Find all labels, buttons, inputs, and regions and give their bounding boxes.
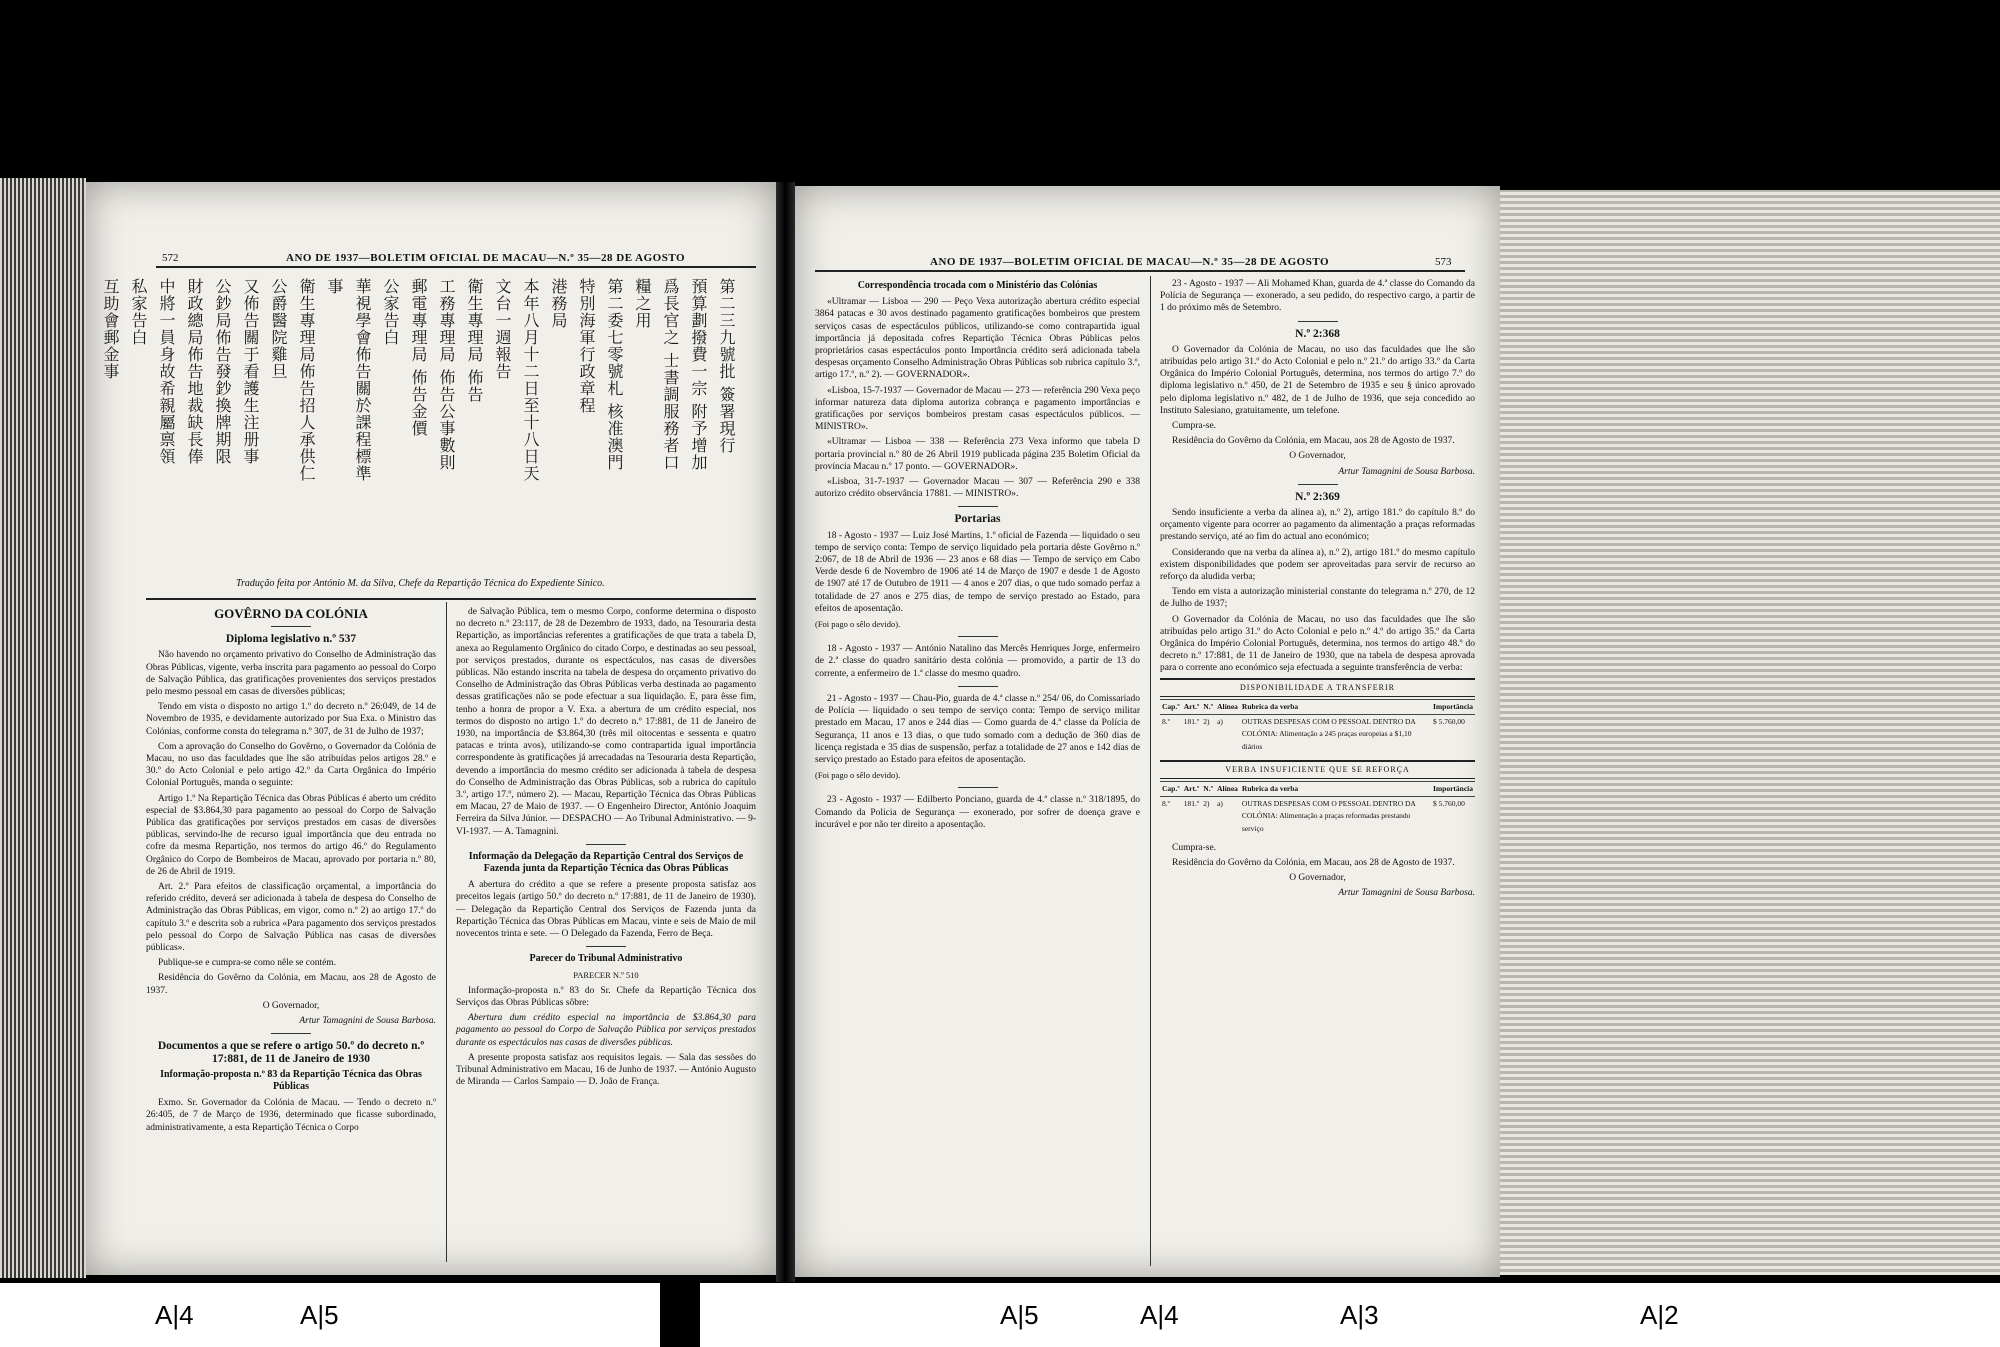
parecer-number: PARECER N.º 510 [573,970,639,981]
right-running-head: ANO DE 1937—BOLETIM OFICIAL DE MACAU—N.º 35—28 DE AGOSTO [930,256,1330,268]
left-column-2 [456,606,756,1091]
table-cell: 8.º [1160,715,1182,754]
frame-marker: A|2 [1640,1300,1679,1330]
reinforce-table [1160,781,1475,836]
short-rule [271,1033,311,1034]
portaria-stamp-note-1: (Foi pago o sêlo devido). [815,619,901,630]
table-header: Alínea [1215,781,1240,796]
signature-name: Artur Tamagnini de Sousa Barbosa. [299,1016,436,1027]
chinese-column: 公家告白 [381,278,400,346]
portarias-title: Portarias [954,513,1001,526]
table-header: Art.º [1182,781,1202,796]
chinese-column: 文台一週報告 [493,278,512,380]
right-page [795,186,1500,1277]
short-rule [958,787,998,788]
frame-marker: A|4 [155,1300,194,1330]
book-gutter [776,182,795,1282]
table-cell: 2) [1201,715,1215,754]
table-cell: $ 5.760,00 [1431,715,1475,754]
chinese-column: 港務局 [549,278,568,329]
table-header: Importância [1431,699,1475,714]
table-header: Cap.º [1160,699,1182,714]
table-cell: 181.º [1182,797,1202,836]
left-column-1 [146,606,436,1137]
diploma-para-4: Artigo 1.º Na Repartição Técnica das Obras Públicas é aberto um crédito especial de $3.864,30 para pagamento ao pessoal do Corpo de Salvação Pública das gratificações por serviços prestados em casas de diversões públicas, servindo-lhe de recurso igual importância que deu entrada no cofre da mesma Repartição, nos termos do artigo 46.º do Regulamento Orgânico do Corpo de Bombeiros de Macau, aprovado por portaria n.º 80, de 26 de Abril de 1919. [146,793,436,877]
short-rule [958,686,998,687]
section-title-governo: GOVÊRNO DA COLÓNIA [214,606,368,621]
transfer-table-title: DISPONIBILIDADE A TRANSFERIR [1160,678,1475,697]
table-cell: OUTRAS DESPESAS COM O PESSOAL DENTRO DA COLÓNIA: Alimentação a praças reformadas prestando serviço [1240,797,1431,836]
table-cell: 2) [1201,797,1215,836]
frame-marker: A|3 [1340,1300,1379,1330]
portaria-2369-signature-title: O Governador, [1289,873,1346,884]
chinese-column: 第二委七零號札 核准澳門 [605,278,624,472]
table-header: Art.º [1182,699,1202,714]
chinese-column: 又佈告關于看護生注册事 [241,278,260,465]
table-header: Importância [1431,781,1475,796]
chinese-column: 郵電專理局 佈告金價 [409,278,428,438]
diploma-title: Diploma legislativo n.º 537 [225,633,357,646]
table-header: Rubrica da verba [1240,699,1431,714]
portaria-2369-para-4: O Governador da Colónia de Macau, no uso das faculdades que lhe são atribuídas pelo artigo 31.º do Acto Colonial e pelo n.º 4.º do artigo 35.º da Carta Orgânica do Império Colonial Português, determina, nos termos do artigo 48.º do decreto n.º 17:881, de 11 de Janeiro de 1930, que na tabela de despesa aprovada para o corrente ano económico seja efectuada a seguinte transferência de verba: [1160,614,1475,674]
diploma-para-3: Com a aprovação do Conselho do Govêrno, o Governador da Colónia de Macau, no uso das faculdades que lhe são atribuídas pelos artigos 28.º e 30.º do Acto Colonial e pelo artigo 42.º da Carta Orgânica do Império Colonial Português, manda o seguinte: [146,741,436,789]
portaria-2368-para-1: O Governador da Colónia de Macau, no uso das faculdades que lhe são atribuídas pelo artigo 31.º do Acto Colonial e pelo n.º 21.º do artigo 33.º da Carta Orgânica do Império Colonial Português, determina, nos termos do artigo 7.º do diploma legislativo n.º 450, de 21 de Setembro de 1935 e seu § único aprovado pelo diploma legislativo n.º 482, de 1 de Julho de 1936, que seja concedido ao Instituto Salesiano, gratuitamente, um telefone. [1160,344,1475,416]
correspondence-para-1: «Ultramar — Lisboa — 290 — Peço Vexa autorização abertura crédito especial 3864 patacas e 30 avos destinado pagamento gratificações bombeiros que prestem serviços casas de espectáculos públicos, utilizando-se como contrapartida igual importância já depositada cofres Repartição Técnica Obras Públicas pelos proprietários casas espectáculos ponto Importância crédito será adicionada tabela despesas orçamento Conselho Administração Obras Públicas sob rubrica capítulo 3.º, artigo 17.º, n.º 2). — GOVERNADOR». [815,297,1140,381]
chinese-column: 中將一員身故希親屬禀領 [157,278,176,465]
short-rule [958,506,998,507]
short-rule [958,636,998,637]
portaria-para-1: 18 - Agosto - 1937 — Luiz José Martins, 1.º oficial de Fazenda — liquidado o seu tempo de serviço conta: Tempo de serviço liquidado pela portaria dêste Govêrno n.º 2:067, de 18 de Abril de 1936 — 23 anos e 68 dias — Tempo de serviço em Cabo Verde desde 6 de Novembro de 1906 até 14 de Março de 1907 e desde 1 de Agosto de 1907 até 17 de Outubro de 1911 — 4 anos e 207 dias, o que tudo somado perfaz a totalidade de 27 anos e 275 dias, de tempo de serviço prestado ao Estado, para efeitos de aposentação. [815,530,1140,614]
table-cell: 181.º [1182,715,1202,754]
delegation-title: Informação da Delegação da Repartição Central dos Serviços de Fazenda junta da Repartição Técnica das Obras Públicas [468,850,744,875]
portaria-2368-para-3: Residência do Govêrno da Colónia, em Macau, aos 28 de Agosto de 1937. [1172,436,1455,447]
parecer-para-1: Informação-proposta n.º 83 do Sr. Chefe da Repartição Técnica dos Serviços das Obras Públicas sôbre: [456,985,756,1008]
continuation-para: de Salvação Pública, tem o mesmo Corpo, conforme determina o disposto no decreto n.º 23:117, de 28 de Dezembro de 1933, dado, na Tesouraria desta Repartição, as importâncias referentes a gratificações de que trata a tabela D, anexa ao Regulamento Orgânico do citado Corpo, e destinadas ao seu pessoal, por serviços prestados, durante os espectáculos, nas casas de diversões públicas. Não estando inscrita na tabela de despesa do orçamento privativo do Conselho de Administração das Obras Públicas verba destinada ao pagamento dessas gratificações não se pode efectuar a sua liquidação. E, para êsse fim, tenho a honra de propor a V. Exa. a abertura de um crédito especial, nos termos do disposto no artigo 1.º do decreto n.º 17:881, de 11 de Janeiro de 1930, na importância de $3.864,30 (três mil oitocentas e sessenta e quatro patacas e trinta avos), utilizando-se como contrapartida igual importância correspondente às gratificações já arrecadadas na Tesouraria desta Repartição, devendo a importância do mesmo crédito ser adicionada à tabela de despesa do Conselho de Administração das Obras Públicas, sob a rubrica do capítulo 3.º, artigo 17.º, número 2). — Macau, Repartição Técnica das Obras Públicas em Macau, 27 de Maio de 1937. — O Engenheiro Director, António Joaquim Ferreira da Silva Júnior. — DESPACHO — Ao Tribunal Administrativo. — 9-VI-1937. — A. Tamagnini. [456,607,756,837]
parecer-para-2: Abertura dum crédito especial na importância de $3.864,30 para pagamento ao pessoal do Corpo de Salvação Pública por serviços prestados durante os espectáculos nas casas de diversões públicas. [456,1013,756,1048]
short-rule [586,844,626,845]
right-head-rule [815,270,1465,272]
table-row [1160,797,1475,836]
diploma-para-5: Art. 2.º Para efeitos de classificação orçamental, a importância do referido crédito, deverá ser adicionada à tabela de despesa do Conselho de Administração das Obras Públicas, em vigor, como n.º 2) ao artigo 17.º do capítulo 3.º e descrita sob a rubrica «Para pagamento dos serviços prestados pelo pessoal do Corpo de Salvação Pública nas casas de diversões públicas». [146,882,436,954]
frame-marker: A|5 [1000,1300,1039,1330]
chinese-column: 事 [325,278,344,295]
portaria-2368-title: N.º 2:368 [1295,327,1340,340]
portaria-2369-para-1: Sendo insuficiente a verba da alínea a), n.º 2), artigo 181.º do capítulo 8.º do orçamento vigente para ocorrer ao pagamento da alimentação a praças reformadas prestando serviço, até ao fim do actual ano económico; [1160,508,1475,543]
left-head-rule [156,266,756,268]
chinese-column: 私家告白 [129,278,148,346]
chinese-column: 衛生專理局 佈告 [465,278,484,404]
parecer-para-3: A presente proposta satisfaz aos requisitos legais. — Sala das sessões do Tribunal Administrativo em Macau, 16 de Junho de 1937. — António Augusto de Miranda — Carlos Sampaio — D. João de França. [456,1052,756,1088]
table-header: Rubrica da verba [1240,781,1431,796]
correspondence-para-4: «Lisboa, 31-7-1937 — Governador Macau — 307 — Referência 290 e 338 autorizo crédito observância 17881. — MINISTRO». [815,477,1140,500]
chinese-column: 公鈔局佈告發鈔換牌期限 [213,278,232,465]
left-page [86,182,776,1275]
chinese-column: 特別海軍行政章程 [577,278,596,414]
chinese-column: 工務專理局 佈告公事數則 [437,278,456,472]
left-page-number: 572 [162,252,179,264]
parecer-title: Parecer do Tribunal Administrativo [529,953,683,965]
portaria-2369-para-3: Tendo em vista a autorização ministerial constante do telegrama n.º 270, de 12 de Julho de 1937; [1160,587,1475,610]
right-page-number: 573 [1435,256,1452,268]
portaria-2369-para-2: Considerando que na verba da alínea a), n.º 2), artigo 181.º do mesmo capítulo existem disponibilidades que podem ser aproveitadas para servir de recurso ao reforço da aludida verba; [1160,547,1475,583]
closing-para-2: Residência do Govêrno da Colónia, em Macau, aos 28 de Agosto de 1937. [1172,857,1455,868]
table-cell: a) [1215,797,1240,836]
fold-shadow [640,1283,720,1347]
table-header: N.º [1201,781,1215,796]
chinese-column: 第二三九號批 簽署現行 [717,278,736,455]
left-section-rule [146,598,756,600]
short-rule [271,626,311,627]
chinese-column: 糧之用 [633,278,652,329]
left-running-head: ANO DE 1937—BOLETIM OFICIAL DE MACAU—N.º 35—28 DE AGOSTO [286,252,686,264]
signature-title: O Governador, [262,1000,320,1011]
info-proposal-title: Informação-proposta n.º 83 da Repartição Técnica das Obras Públicas [160,1068,422,1092]
table-cell: 8.º [1160,797,1182,836]
frame-marker: A|5 [300,1300,339,1330]
diploma-para-7: Residência do Govêrno da Colónia, em Macau, aos 28 de Agosto de 1937. [146,973,436,996]
chinese-column: 公爵醫院雞旦 [269,278,288,380]
transfer-table [1160,699,1475,754]
correspondence-para-2: «Lisboa, 15-7-1937 — Governador de Macau — 273 — referência 290 Vexa peço informar natureza data diploma autoriza cobrança e pagamento importâncias e gratificações por serviços bombeiros prestam casas espectáculos públicos. — MINISTRO». [815,385,1140,433]
table-header: Alínea [1215,699,1240,714]
right-column-divider [1150,276,1151,1266]
portaria-2368-para-2: Cumpra-se. [1172,421,1217,432]
table-header: Cap.º [1160,781,1182,796]
chinese-column: 財政總局佈告地裁缺長俸 [185,278,204,465]
portaria-2368-signature-title: O Governador, [1289,451,1346,462]
right-page-stack-edge [1500,190,2000,1275]
right-column-2 [1160,278,1475,903]
portaria-2369-title: N.º 2:369 [1295,490,1340,503]
reinforce-table-title: VERBA INSUFICIENTE QUE SE REFORÇA [1160,760,1475,779]
portaria-stamp-note-2: (Foi pago o sêlo devido). [815,770,901,781]
chinese-summary-columns [101,278,736,568]
table-cell: $ 5.760,00 [1431,797,1475,836]
frame-marker: A|4 [1140,1300,1179,1330]
portaria-para-4: 23 - Agosto - 1937 — Edilberto Ponciano, guarda de 4.ª classe n.º 318/1895, do Comando da Polícia de Segurança — exonerado, por sofrer de doença grave e incurável e por não ter direito a aposentação. [815,795,1140,830]
short-rule [586,946,626,947]
chinese-column: 華視學會佈告關於課程標準 [353,278,372,482]
correspondence-title: Correspondência trocada com o Ministério das Colónias [857,280,1098,291]
table-cell: OUTRAS DESPESAS COM O PESSOAL DENTRO DA COLÓNIA: Alimentação a 245 praças europeias a $1,10 diários [1240,715,1431,754]
diploma-para-6: Publique-se e cumpra-se como nêle se contém. [158,958,337,969]
table-header: N.º [1201,699,1215,714]
chinese-column: 本年八月十二日至十八日天 [521,278,540,482]
left-column-divider [446,602,447,1262]
delegation-para: A abertura do crédito a que se refere a presente proposta satisfaz aos preceitos legais (artigo 50.º do decreto n.º 17:881, de 11 de Janeiro de 1930). — Delegação da Repartição Central dos Serviços de Fazenda junta da Repartição Técnica das Obras Públicas em Macau, vinte e seis de Maio de mil novecentos trinta e sete. — O Delegado da Fazenda, Ferro de Beça. [456,880,756,940]
right-column-1 [815,278,1140,834]
chinese-column: 衛生專理局佈告招人承供仁 [297,278,316,482]
portaria-2368-signature-name: Artur Tamagnini de Sousa Barbosa. [1338,466,1475,477]
portaria-para-2: 18 - Agosto - 1937 — António Natalino das Mercês Henriques Jorge, enfermeiro de 2.ª classe do quadro sanitário desta colónia — promovido, a partir de 13 do corrente, a enfermeiro de 1.ª classe do mesmo quadro. [815,644,1140,679]
short-rule [1298,321,1338,322]
portaria-2369-signature-name: Artur Tamagnini de Sousa Barbosa. [1338,888,1475,899]
diploma-para-1: Não havendo no orçamento privativo do Conselho de Administração das Obras Públicas, vigente, verba inscrita para pagamento ao pessoal do Corpo de Salvação Pública, das gratificações provenientes dos serviços prestados pelo mesmo pessoal em casas de diversões públicas; [146,650,436,698]
left-page-stack-edge [0,178,86,1278]
short-rule [1298,484,1338,485]
table-row [1160,715,1475,754]
diploma-para-2: Tendo em vista o disposto no artigo 1.º do decreto n.º 26:049, de 14 de Novembro de 1935, e devidamente autorizado por Sua Exa. o Ministro das Colónias, conforme consta do telegrama n.º 307, de 31 de Julho de 1937; [146,702,436,737]
translation-credit: Tradução feita por António M. da Silva, Chefe da Repartição Técnica do Expediente Sínico. [236,578,605,589]
chinese-column: 預算劃撥費一宗 附予增加 [689,278,708,472]
chinese-column: 爲長官之 士書調服務者口 [661,278,680,472]
correspondence-para-3: «Ultramar — Lisboa — 338 — Referência 273 Vexa informo que tabela D portaria provincial n.º 80 de 26 Abril 1919 publicada página 235 Boletim Oficial da província Macau n.º 17 ponto. — GOVERNADOR». [815,437,1140,472]
info-proposal-para: Exmo. Sr. Governador da Colónia de Macau. — Tendo o decreto n.º 26:405, de 7 de Março de 1936, determinado que ficasse subordinado, administrativamente, a esta Repartição Técnica o Corpo [146,1098,436,1133]
portaria-para-3: 21 - Agosto - 1937 — Chau-Pio, guarda de 4.ª classe n.º 254/ 06, do Comissariado de Polícia — liquidado o seu tempo de serviço conta: Tempo de serviço militar prestado em Macau, 17 anos e 244 dias — Como guarda de 4.ª classe da Polícia de Segurança, 11 anos e 13 dias, o que tudo somado com a dedução de 360 dias de licença registada e 35 dias de suspensão, perfaz a totalidade de 27 anos e 142 dias de serviço prestado ao Estado para efeitos de aposentação. [815,693,1140,765]
chinese-column: 互助會郵金事 [101,278,120,380]
documents-title: Documentos a que se refere o artigo 50.º do decreto n.º 17:881, de 11 de Janeiro de 1930 [157,1040,425,1065]
closing-para-1: Cumpra-se. [1172,842,1217,853]
table-cell: a) [1215,715,1240,754]
exoneration-para: 23 - Agosto - 1937 — Ali Mohamed Khan, guarda de 4.ª classe do Comando da Polícia de Segurança — exonerado, a seu pedido, do respectivo cargo, a partir de 1 do próximo mês de Setembro. [1160,279,1475,314]
